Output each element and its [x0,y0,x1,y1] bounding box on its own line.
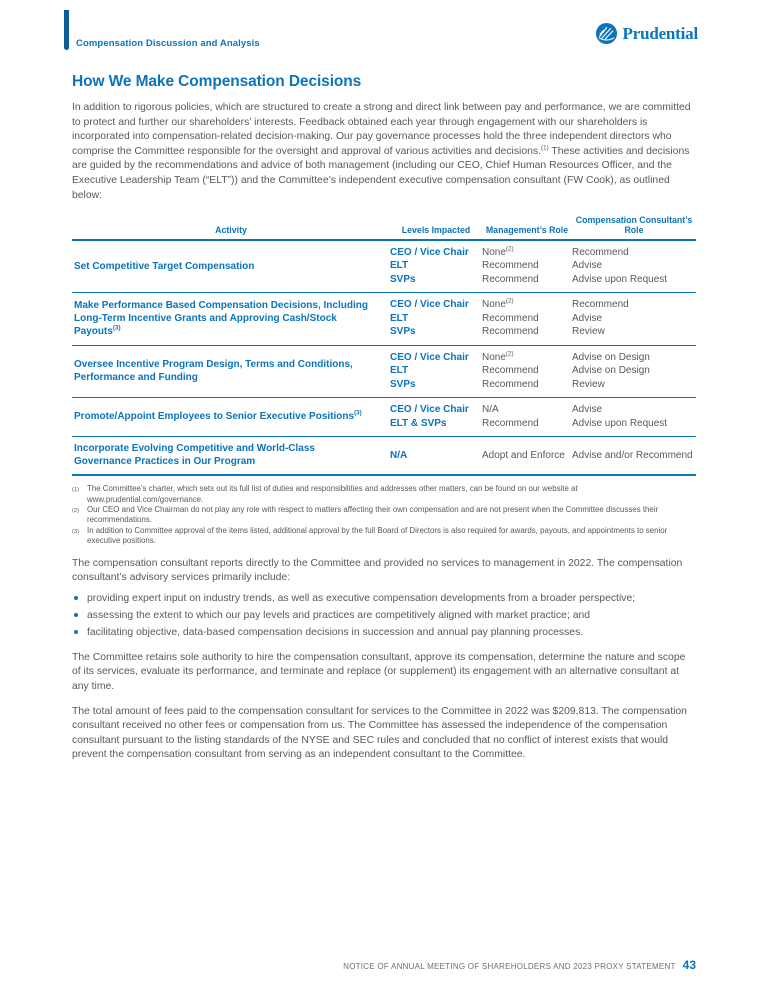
section-accent-bar [64,10,69,50]
bullet-item [72,590,696,607]
managements-role-cell: Adopt and Enforce [482,449,565,461]
footnotes [72,484,696,546]
footer-notice-text: NOTICE OF ANNUAL MEETING OF SHAREHOLDERS AND 2023 PROXY STATEMENT [343,962,676,971]
levels-impacted-cell: CEO / Vice Chair ELT SVPs [390,299,469,338]
activity-cell: Oversee Incentive Program Design, Terms and Conditions, Performance and Funding [74,359,353,383]
column-header-consultants-role: Compensation Consultant’s Role [575,215,693,235]
section-eyebrow-label: Compensation Discussion and Analysis [76,38,260,49]
footnote-text: Our CEO and Vice Chairman do not play any role with respect to matters affecting their own compensation and are not present when the Committee discusses their recommendations. [87,505,659,525]
managements-role-cell: None$^{(2)}$ Recommend Recommend [482,297,539,338]
bullet-dot-icon [74,613,78,617]
paragraph-consultant-services: The compensation consultant reports directly to the Committee and provided no services to management in 2022. The compensation consultant’s advisory services primarily include: [72,557,683,584]
managements-role-cell: N/A Recommend [482,404,539,429]
table-row [72,346,696,399]
footnote-marker: (3) [72,528,80,535]
levels-impacted-cell: N/A [390,449,408,461]
footnote [72,484,696,505]
page-title: How We Make Compensation Decisions [72,73,362,90]
section-eyebrow [64,10,260,50]
column-header-managements-role: Management’s Role [485,224,569,235]
bullet-item [72,607,696,624]
table-row [72,437,696,476]
table-row [72,241,696,294]
footnote [72,505,696,526]
prudential-logo [595,22,698,50]
column-header-levels-impacted: Levels Impacted [401,224,471,235]
table-row [72,293,696,346]
bullet-text: facilitating objective, data-based compensation decisions in succession and annual pay planning processes. [87,626,584,638]
consultants-role-cell: Recommend Advise Advise upon Request [572,246,668,285]
activity-cell: Set Competitive Target Compensation [74,260,255,272]
footnote-text: In addition to Committee approval of the items listed, additional approval by the full Board of Directors is also required for awards, payouts, and appointments to senior executive positions. [87,525,668,546]
prudential-wordmark: Prudential [622,23,698,43]
managements-role-cell: None$^{(2)}$ Recommend Recommend [482,350,539,390]
decisions-table [72,216,696,476]
intro-paragraph: In addition to rigorous policies, which are structured to create a strong and direct link between pay and performance, we are committed to protect and further our shareholders’ interests. Feedback obtained each year through engagement with our shareholders is incorporated into compensation-related decision-making. Our pay governance processes hold the three independent directors who comprise the Committee responsible for the oversight and approval of various activities and decisions.$^{(1)}$ These activities and decisions are guided by the recommendations and advice of both management (including our CEO, Chief Human Resources Officer, and the Executive Leadership Team (“ELT”)) and the Committee’s independent executive compensation consultant (FW Cook), as outlined below: [72,102,691,201]
paragraph-committee-authority: The Committee retains sole authority to hire the compensation consultant, approve its compensation, determine the nature and scope of its services, evaluate its performance, and terminate and replace (or supplement) its engagement with an alternative consultant at any time. [72,651,686,693]
footnote-marker: (2) [72,508,80,515]
activity-cell: Incorporate Evolving Competitive and World-Class Governance Practices in Our Program [74,443,315,468]
bullet-item [72,624,696,641]
managements-role-cell: None$^{(2)}$ Recommend Recommend [482,245,539,285]
levels-impacted-cell: CEO / Vice Chair ELT SVPs [390,246,469,285]
bullet-dot-icon [74,630,78,634]
activity-cell: Promote/Appoint Employees to Senior Executive Positions$^{(3)}$ [74,409,362,423]
bullet-dot-icon [74,596,78,600]
levels-impacted-cell: CEO / Vice Chair ELT & SVPs [390,404,469,429]
bullet-list [72,590,696,641]
bullet-text: providing expert input on industry trends, as well as executive compensation developments from a broader perspective; [87,592,636,604]
footnote-marker: (1) [72,487,80,494]
bullet-text: assessing the extent to which our pay levels and practices are competitively aligned with market practice; and [87,609,591,621]
activity-cell: Make Performance Based Compensation Decisions, Including Long-Term Incentive Grants and Approving Cash/Stock Payouts$^{(3)}$ [74,300,368,337]
column-header-activity: Activity [215,224,247,235]
page-number: 43 [682,958,696,972]
consultants-role-cell: Advise on Design Advise on Design Review [572,351,650,390]
consultants-role-cell: Advise Advise upon Request [572,404,668,429]
table-header-row [72,216,696,241]
footnote-text: The Committee’s charter, which sets out its full list of duties and responsibilities and addresses other matters, can be found on our website at www.prudential.com/governance. [87,484,578,504]
prudential-rock-icon [595,22,618,45]
footnote [72,526,696,547]
table-body [72,241,696,477]
levels-impacted-cell: CEO / Vice Chair ELT SVPs [390,351,469,390]
table-row [72,398,696,437]
paragraph-consultant-fees: The total amount of fees paid to the compensation consultant for services to the Committee in 2022 was $209,813. The compensation consultant received no other fees or compensation from us. The Committee has assessed the independence of the compensation consultant pursuant to the listing standards of the NYSE and SEC rules and concluded that no conflict of interest exists that would prevent the compensation consultant from serving as an independent consultant to the Committee. [72,705,687,761]
consultants-role-cell: Recommend Advise Review [572,299,629,338]
consultants-role-cell: Advise and/or Recommend [572,449,693,461]
page-content [0,73,768,763]
page-footer [343,958,696,972]
masthead [0,0,768,50]
